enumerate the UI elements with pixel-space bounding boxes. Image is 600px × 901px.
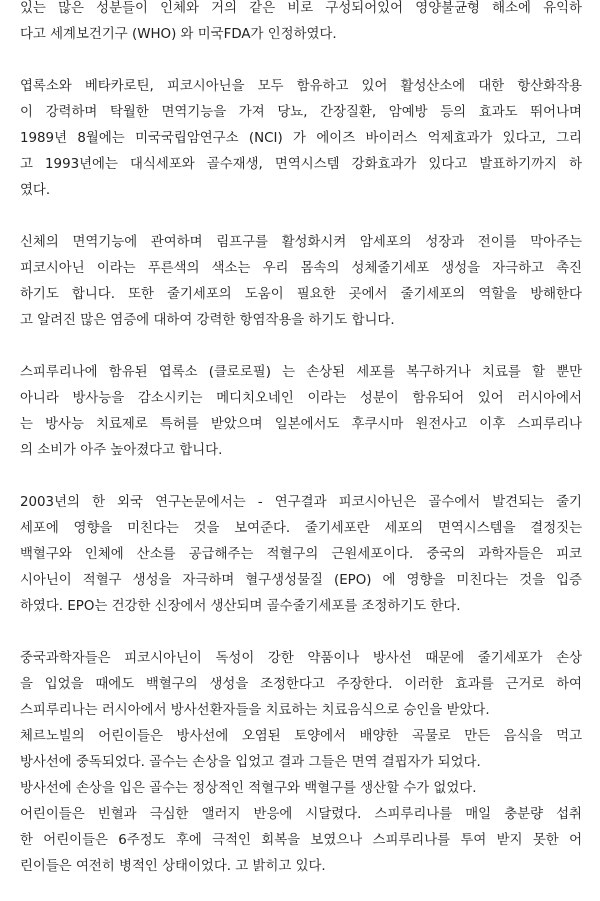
text-line: 하기도 합니다. 또한 줄기세포의 도움이 필요한 곳에서 줄기세포의 역할을 방해한다 [20,287,582,302]
text-line: 체르노빌의 어린이들은 방사선에 오염된 토양에서 배양한 곡물로 만든 음식을 먹고 [20,729,582,744]
text-line: 백혈구와 인체에 산소를 공급해주는 적혈구의 근원세포이다. 중국의 과학자들은 피코 [20,547,582,562]
text-line: 중국과학자들은 피코시아닌이 독성이 강한 약품이나 방사선 때문에 줄기세포가 손상 [20,651,582,666]
text-line: 방사선에 중독되었다. 골수는 손상을 입었고 결과 그들은 면역 결핍자가 되었다. [20,755,481,770]
text-line: 는 방사능 치료제로 특허를 받았으며 일본에서도 후쿠시마 원전사고 이후 스피루리나 [20,417,582,432]
paragraph-gap [20,620,582,646]
text-line: 세포에 영향을 미친다는 것을 보여준다. 줄기세포란 세포의 면역시스템을 결정짓는 [20,521,582,536]
text-line: 1989년 8월에는 미국국립암연구소 (NCI) 가 에이즈 바이러스 억제효과가 있다고, 그리 [20,131,582,146]
paragraph-gap [20,48,582,74]
text-line: 였다. [20,183,51,198]
text-line: 신체의 면역기능에 관여하며 림프구를 활성화시켜 암세포의 성장과 전이를 막아주는 [20,235,582,250]
text-line: 2003년의 한 외국 연구논문에서는 - 연구결과 피코시아닌은 골수에서 발견되는 줄기 [20,495,582,510]
paragraph-research-2003 [20,490,582,620]
paragraph-immune [20,230,582,334]
text-line: 다고 세계보건기구 (WHO) 와 미국FDA가 인정하였다. [20,27,337,42]
text-line: 고 알려진 많은 염증에 대하여 강력한 항염작용을 하기도 합니다. [20,313,395,328]
text-line: 엽록소와 베타카로틴, 피코시아닌을 모두 함유하고 있어 활성산소에 대한 항산화작용 [20,79,582,94]
text-line: 시아닌이 적혈구 생성을 자극하며 혈구생성물질 (EPO) 에 영향을 미친다는 것을 입증 [20,573,582,588]
text-line: 방사선에 손상을 입은 골수는 정상적인 적혈구와 백혈구를 생산할 수가 없었다. [20,781,477,796]
text-line: 을 입었을 때에도 백혈구의 생성을 조정한다고 주장한다. 이러한 효과를 근거로 하여 [20,677,582,692]
text-line: 어린이들은 빈혈과 극심한 앨러지 반응에 시달렸다. 스피루리나를 매일 충분량 섭취 [20,807,582,822]
text-line: 피코시아닌 이라는 푸른색의 색소는 우리 몸속의 성체줄기세포 생성을 자극하고 촉진 [20,261,582,276]
text-line: 스피루리나는 러시아에서 방사선환자들을 치료하는 치료음식으로 승인을 받았다. [20,703,490,718]
paragraph-gap [20,204,582,230]
paragraph-nutrition [20,0,582,48]
text-line: 고 1993년에는 대식세포와 골수재생, 면역시스템 강화효과가 있다고 발표하기까지 하 [20,157,582,172]
paragraph-gap [20,334,582,360]
paragraph-chlorophyll [20,360,582,464]
paragraph-antioxidant [20,74,582,204]
text-line: 있는 많은 성분들이 인체와 거의 같은 비로 구성되어있어 영양불균형 해소에 유익하 [20,1,582,16]
paragraph-chernobyl [20,646,582,880]
text-line: 린이들은 여전히 병적인 상태이었다. 고 밝히고 있다. [20,859,326,874]
paragraph-gap [20,464,582,490]
text-line: 스피루리나에 함유된 엽록소 (클로로필) 는 손상된 세포를 복구하거나 치료를 할 뿐만 [20,365,582,380]
text-line: 한 어린이들은 6주정도 후에 극적인 회복을 보였으나 스피루리나를 투여 받지 못한 어 [20,833,582,848]
text-line: 이 강력하며 탁월한 면역기능을 가져 당뇨, 간장질환, 암예방 등의 효과도 뛰어나며 [20,105,582,120]
text-line: 하였다. EPO는 건강한 신장에서 생산되며 골수줄기세포를 조정하기도 한다. [20,599,461,614]
text-line: 의 소비가 아주 높아졌다고 합니다. [20,443,223,458]
text-line: 아니라 방사능을 감소시키는 메디치오네인 이라는 성분이 함유되어 있어 러시아에서 [20,391,582,406]
